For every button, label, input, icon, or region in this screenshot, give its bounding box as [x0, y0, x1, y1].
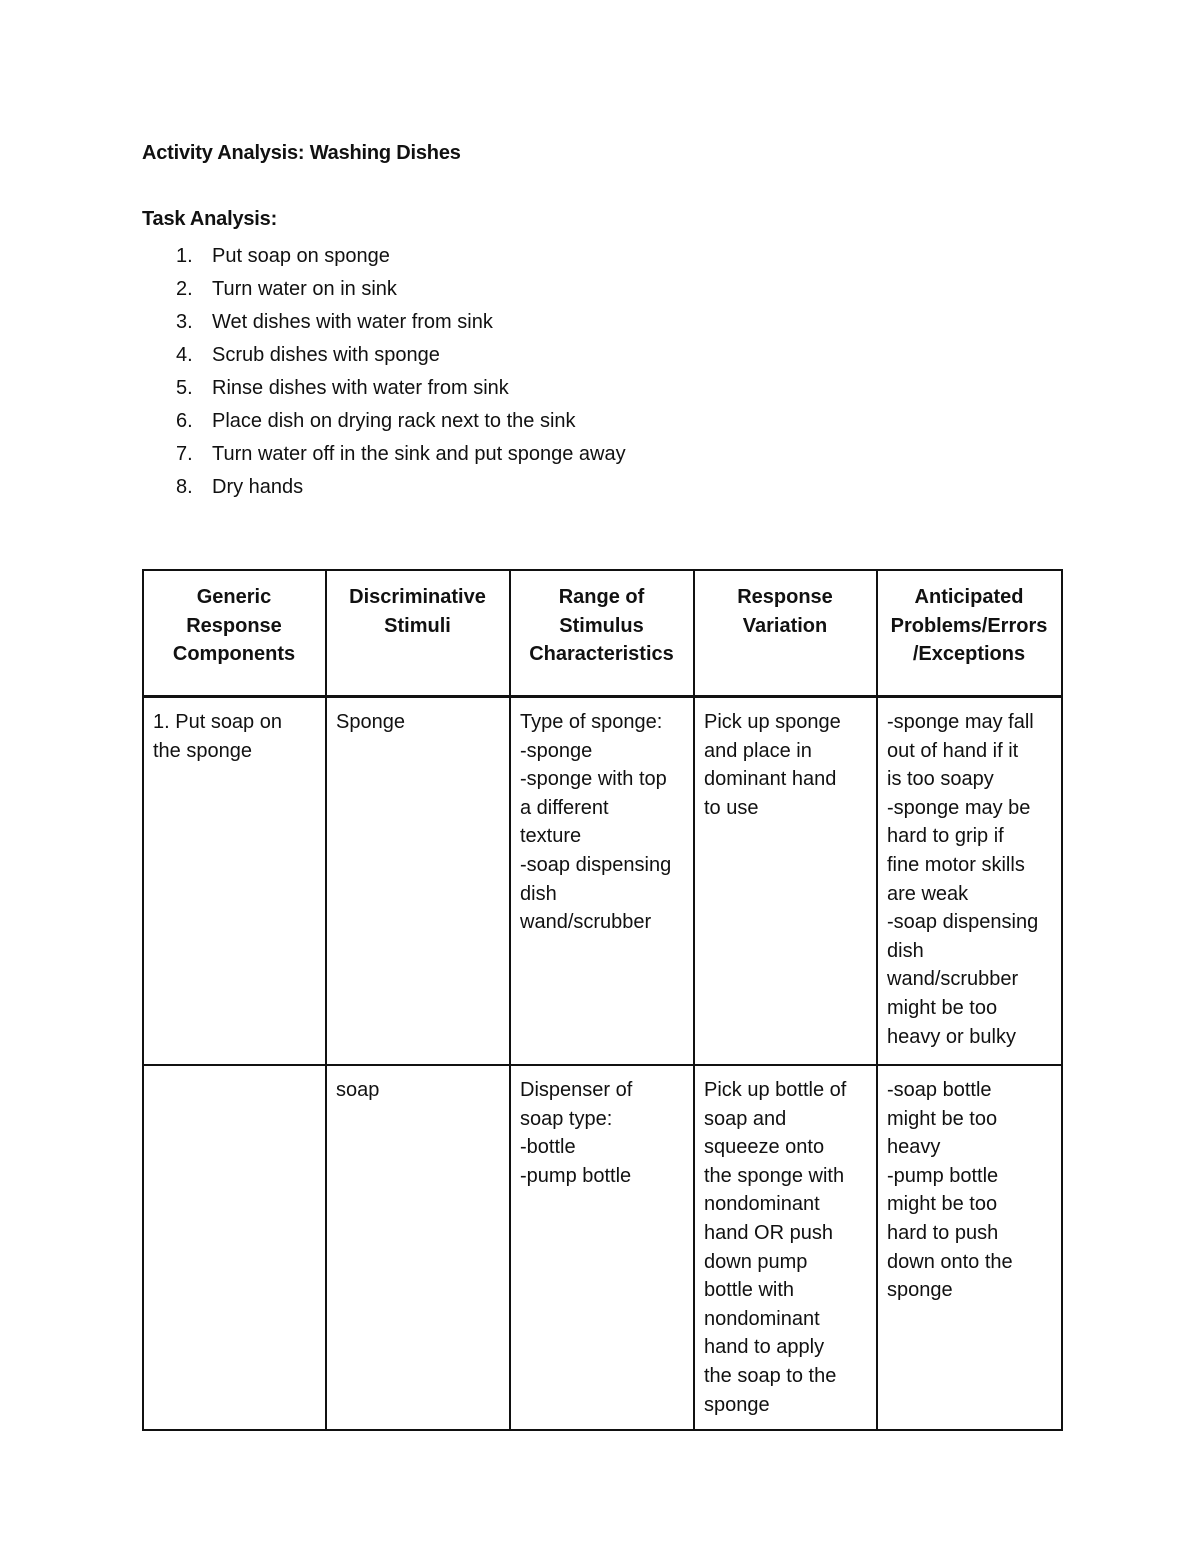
step-number: 1.: [176, 245, 193, 267]
step-text: Turn water on in sink: [212, 278, 397, 300]
header-response-variation: Response Variation: [694, 570, 877, 697]
step-text: Rinse dishes with water from sink: [212, 377, 509, 399]
list-item: [142, 438, 626, 471]
table-cell: Pick up sponge and place in dominant hand to use: [694, 697, 877, 1066]
header-generic-response-components: Generic Response Components: [143, 570, 326, 697]
task-analysis-heading: Task Analysis:: [142, 208, 278, 230]
activity-analysis-table: [142, 569, 1063, 1431]
list-item: [142, 372, 626, 405]
header-range-of-stimulus-characteristics: Range of Stimulus Characteristics: [510, 570, 694, 697]
table-cell: Dispenser of soap type: -bottle -pump bottle: [510, 1065, 694, 1430]
list-item: [142, 471, 626, 504]
header-anticipated-problems: Anticipated Problems/Errors /Exceptions: [877, 570, 1062, 697]
page-title: Activity Analysis: Washing Dishes: [142, 142, 461, 164]
list-item: [142, 273, 626, 306]
step-text: Turn water off in the sink and put sponge away: [212, 443, 626, 465]
step-number: 6.: [176, 410, 193, 432]
table-cell: Sponge: [326, 697, 510, 1066]
task-steps-list: [142, 240, 626, 504]
step-text: Scrub dishes with sponge: [212, 344, 440, 366]
step-number: 3.: [176, 311, 193, 333]
step-text: Place dish on drying rack next to the sink: [212, 410, 576, 432]
step-number: 2.: [176, 278, 193, 300]
header-discriminative-stimuli: Discriminative Stimuli: [326, 570, 510, 697]
table-cell: Pick up bottle of soap and squeeze onto the sponge with nondominant hand OR push down pump bottle with nondominant hand to apply the soap to the sponge: [694, 1065, 877, 1430]
table-cell: Type of sponge: -sponge -sponge with top a different texture -soap dispensing dish wand/scrubber: [510, 697, 694, 1066]
list-item: [142, 405, 626, 438]
list-item: [142, 306, 626, 339]
table-row: [143, 697, 1062, 1066]
list-item: [142, 240, 626, 273]
step-number: 4.: [176, 344, 193, 366]
step-text: Dry hands: [212, 476, 304, 498]
table-cell: -soap bottle might be too heavy -pump bottle might be too hard to push down onto the sponge: [877, 1065, 1062, 1430]
table-cell: soap: [326, 1065, 510, 1430]
step-text: Wet dishes with water from sink: [212, 311, 493, 333]
list-item: [142, 339, 626, 372]
table-cell-empty: [143, 1065, 326, 1430]
table-cell: -sponge may fall out of hand if it is too soapy -sponge may be hard to grip if fine motor skills are weak -soap dispensing dish wand/scrubber might be too heavy or bulky: [877, 697, 1062, 1066]
step-text: Put soap on sponge: [212, 245, 390, 267]
step-number: 8.: [176, 476, 193, 498]
table-cell: 1. Put soap on the sponge: [143, 697, 326, 1066]
table-row: [143, 1065, 1062, 1430]
table-header-row: [143, 570, 1062, 697]
step-number: 7.: [176, 443, 193, 465]
step-number: 5.: [176, 377, 193, 399]
